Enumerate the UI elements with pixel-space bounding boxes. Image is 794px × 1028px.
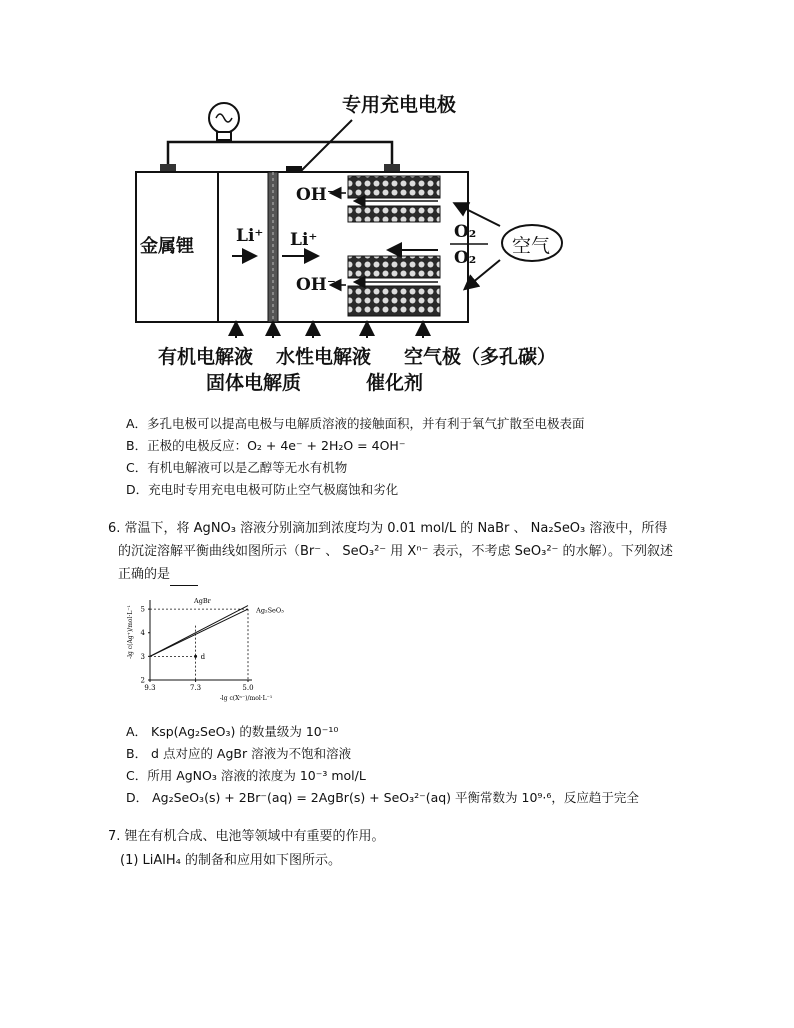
q5-option-a: A．多孔电极可以提高电极与电解质溶液的接触面积，并有利于氧气扩散至电极表面 [126,416,585,431]
o2-bottom-label: O₂ [454,248,477,268]
air-electrode-label: 空气极（多孔碳） [404,346,557,368]
x-tick-label: 7.3 [190,684,202,692]
q6-stem-line1: 6. 常温下，将 AgNO₃ 溶液分别滴加到浓度均为 0.01 mol/L 的 NaBr 、 Na₂SeO₃ 溶液中，所得 [108,521,668,536]
light-bulb-icon [209,103,239,140]
q6-option-a: A． Ksp(Ag₂SeO₃) 的数量级为 10⁻¹⁰ [126,724,339,739]
series-label-agbr: AgBr [194,597,211,606]
solubility-chart [126,596,286,716]
battery-diagram [120,80,620,394]
series-line-1 [150,609,248,656]
y-tick-label: 5 [140,605,145,614]
answer-blank [170,572,198,586]
q6-stem-line3-text: 正确的是 [118,567,171,582]
li-ion-left-label: Li⁺ [236,226,264,246]
oh-bottom-label: OH⁻ [296,275,336,295]
q5-option-b: B．正极的电极反应：O₂ + 4e⁻ + 2H₂O = 4OH⁻ [126,438,406,453]
y-tick-label: 3 [140,652,145,661]
aqueous-electrolyte-label: 水性电解液 [276,346,372,368]
o2-top-label: O₂ [454,222,477,242]
point-d [194,655,197,658]
li-ion-right-label: Li⁺ [290,230,318,250]
point-d-label: d [200,652,206,661]
solid-electrolyte-label: 固体电解质 [206,372,302,394]
x-tick-label: 9.3 [144,684,156,692]
q6-option-b: B． d 点对应的 AgBr 溶液为不饱和溶液 [126,746,352,761]
organic-electrolyte-label: 有机电解液 [158,346,254,368]
q7-part1: (1) LiAlH₄ 的制备和应用如下图所示。 [120,853,342,868]
x-axis-label: -lg c(Xⁿ⁻)/mol·L⁻¹ [219,695,273,702]
q7-stem: 7. 锂在有机合成、电池等领域中有重要的作用。 [108,829,385,844]
y-tick-label: 2 [140,676,145,685]
q6-stem-line2: 的沉淀溶解平衡曲线如图所示（Br⁻ 、 SeO₃²⁻ 用 Xⁿ⁻ 表示，不考虑 SeO₃²⁻ 的水解）。下列叙述 [118,544,674,559]
special-electrode-label: 专用充电电极 [342,94,457,116]
oh-top-label: OH⁻ [296,185,336,205]
x-tick-label: 5.0 [242,684,254,692]
q6-stem-line3 [118,564,198,586]
metal-lithium-label: 金属锂 [140,236,194,257]
air-label: 空气 [512,235,551,257]
q6-option-c: C．所用 AgNO₃ 溶液的浓度为 10⁻³ mol/L [126,768,366,783]
q5-option-d: D．充电时专用充电电极可防止空气极腐蚀和劣化 [126,482,399,497]
q6-option-d: D． Ag₂SeO₃(s) + 2Br⁻(aq) = 2AgBr(s) + SeO₃²⁻(aq) 平衡常数为 10⁹·⁶，反应趋于完全 [126,790,639,805]
catalyst-label: 催化剂 [366,372,424,394]
y-tick-label: 4 [140,629,145,638]
q5-option-c: C．有机电解液可以是乙醇等无水有机物 [126,460,348,475]
series-label-ag2seo3: Ag₂SeO₃ [256,606,284,615]
solubility-chart-svg [126,596,286,716]
y-axis-label: -lg c(Ag⁺)/mol·L⁻¹ [127,605,134,659]
